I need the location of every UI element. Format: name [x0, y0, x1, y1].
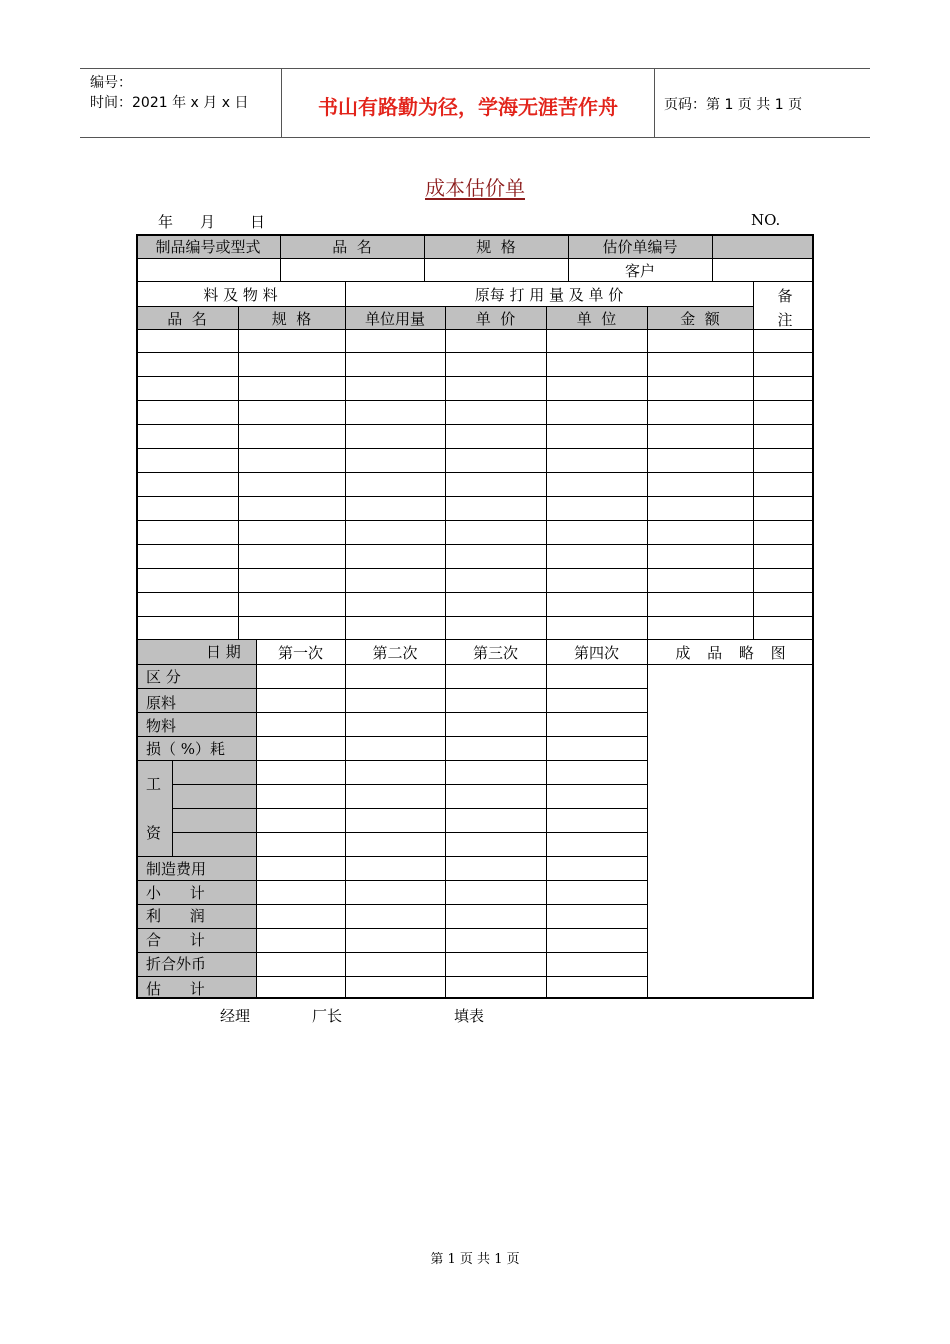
round-3-header: 第三次 [472, 644, 518, 662]
amount-header: 金 额 [680, 310, 720, 328]
customer-label: 客户 [624, 262, 655, 280]
round-1-header: 第一次 [277, 644, 323, 662]
product-sketch-header: 成 品 略 图 [675, 644, 786, 662]
page-indicator: 页码：第 1 页 共 1 页 [664, 97, 803, 113]
unit-header: 单 位 [576, 310, 617, 328]
quote-no-header: 估价单编号 [602, 238, 678, 256]
material-name-header: 品 名 [167, 310, 207, 328]
header-meta [90, 73, 248, 113]
director-signature-label: 厂长 [312, 1007, 343, 1025]
profit-label: 利 润 [146, 907, 205, 925]
number-label: 编号： [90, 75, 132, 91]
total-label: 合 计 [146, 931, 205, 949]
usage-price-group-header: 原每 打 用 量 及 单 价 [474, 286, 624, 304]
page-footer: 第 1 页 共 1 页 [430, 1252, 520, 1267]
wage-label-2: 资 [146, 824, 162, 842]
round-2-header: 第二次 [372, 644, 418, 662]
product-no-header: 制品编号或型式 [155, 238, 261, 256]
filler-signature-label: 填表 [454, 1007, 485, 1025]
estimate-label: 估 计 [146, 980, 205, 998]
date-label: 日 期 [206, 643, 241, 661]
cost-estimate-table [136, 234, 814, 999]
materials-group-header: 料 及 物 料 [203, 286, 278, 304]
raw-material-label: 原料 [146, 694, 177, 712]
page-header [80, 68, 870, 138]
subtotal-label: 小 计 [146, 884, 205, 902]
manufacturing-cost-label: 制造费用 [146, 860, 207, 878]
wage-label-1: 工 [146, 775, 162, 793]
unit-usage-header: 单位用量 [364, 310, 425, 328]
foreign-currency-label: 折合外币 [146, 955, 207, 973]
loss-label: 损（ %）耗 [146, 740, 226, 758]
remark-header: 备 注 [777, 287, 793, 329]
header-divider [654, 69, 655, 137]
supplies-label: 物料 [146, 717, 177, 735]
table-border [136, 234, 814, 999]
form-title: 成本估价单 [425, 176, 525, 200]
unit-price-header: 单 价 [475, 310, 516, 328]
product-name-header: 品 名 [332, 238, 372, 256]
material-spec-header: 规 格 [271, 310, 312, 328]
manager-signature-label: 经理 [220, 1007, 251, 1025]
spec-header: 规 格 [476, 238, 516, 256]
date-year: 年 [158, 213, 174, 231]
date-day: 日 [250, 213, 266, 231]
date-month: 月 [200, 213, 216, 231]
header-motto: 书山有路勤为径，学海无涯苦作舟 [318, 95, 618, 119]
form-number-label: NO. [751, 211, 781, 229]
round-4-header: 第四次 [573, 644, 619, 662]
time-text: 时间：2021 年 x 月 x 日 [90, 95, 249, 111]
category-label: 区 分 [146, 668, 181, 686]
